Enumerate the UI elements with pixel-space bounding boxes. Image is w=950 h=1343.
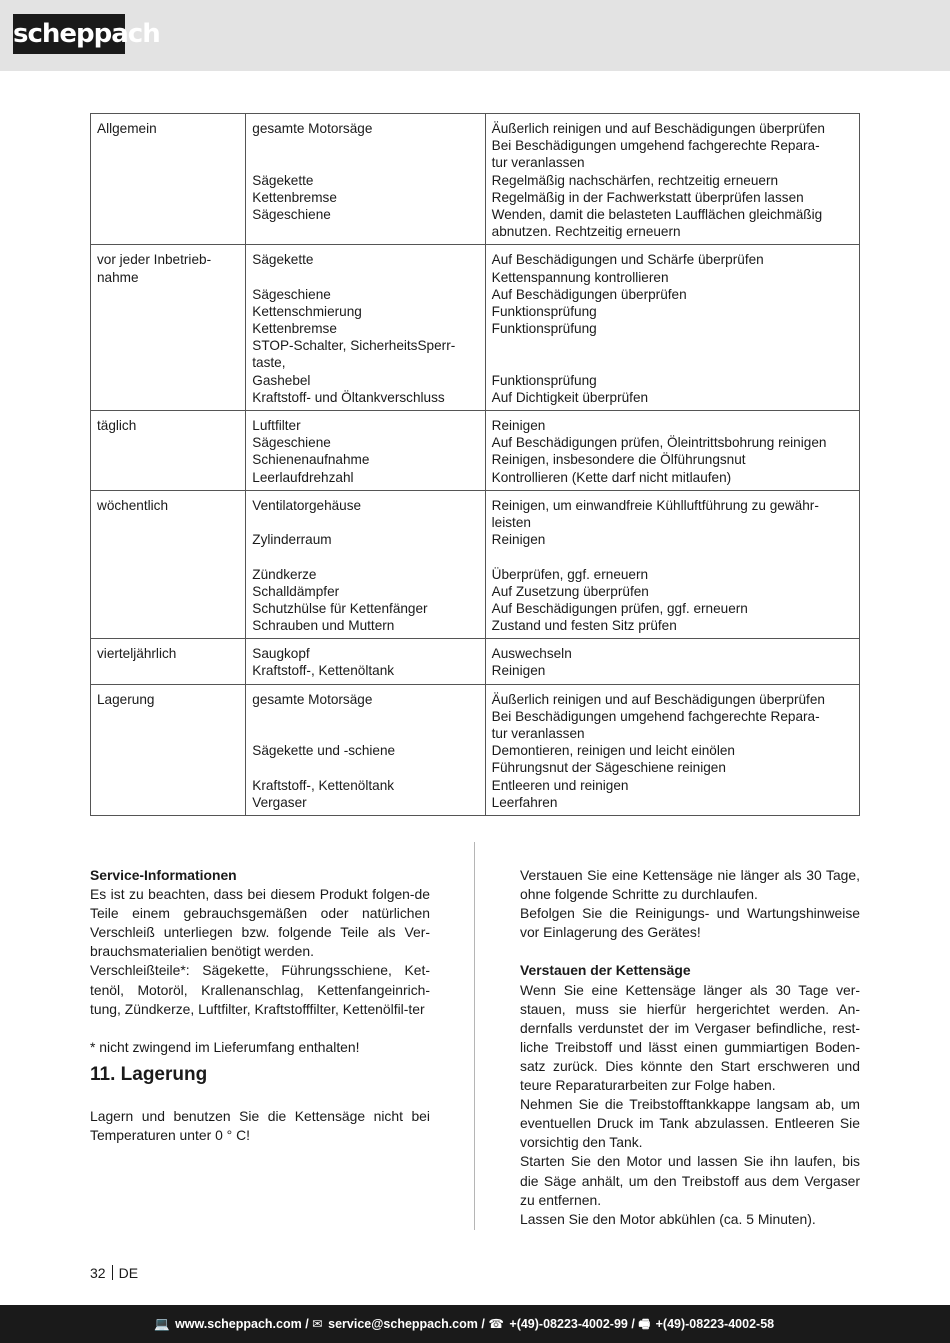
part-cell: [246, 245, 485, 411]
cell-line: täglich: [97, 418, 137, 433]
service-heading: Service-Informationen: [90, 867, 237, 883]
cell-line: [252, 708, 478, 725]
storage-paragraph-2: Befolgen Sie die Reinigungs- und Wartungshinweise vor Einlagerung des Gerätes!: [520, 905, 860, 941]
page-language: DE: [118, 1265, 139, 1281]
action-cell: [485, 490, 859, 639]
cell-line: Lagerung: [97, 691, 155, 707]
cell-line: Gashebel: [252, 372, 311, 388]
cell-line: Sägekette: [252, 252, 314, 268]
cell-line: Auswechseln: [491, 646, 572, 662]
maintenance-table-body: [91, 114, 860, 816]
footer-bar: [0, 1305, 950, 1343]
cell-line: vor jeder Inbetrieb-: [97, 252, 212, 268]
cell-line: Schienenaufnahme: [252, 452, 370, 468]
cell-line: Regelmäßig nachschärfen, rechtzeitig erneuern: [491, 172, 779, 188]
cell-line: Funktionsprüfung: [491, 321, 597, 337]
storage-paragraph-1: Verstauen Sie eine Kettensäge nie länger als 30 Tage, ohne folgende Schritte zu durchlaufen.: [520, 867, 860, 903]
cell-line: Allgemein: [97, 121, 157, 136]
cell-line: [252, 548, 478, 565]
footnote: * nicht zwingend im Lieferumfang enthalten!: [90, 1038, 360, 1055]
cell-line: Sägekette und -schiene: [252, 743, 396, 759]
cell-line: Führungsnut der Sägeschiene reinigen: [491, 760, 726, 776]
cell-line: Leerfahren: [491, 794, 558, 810]
table-row: [91, 245, 860, 411]
fax-icon: 🖷: [638, 1317, 651, 1331]
period-cell: [91, 684, 246, 815]
right-column: [520, 866, 860, 1229]
email-link[interactable]: service@scheppach.com /: [328, 1317, 485, 1331]
cell-line: [252, 514, 478, 531]
cell-line: Schrauben und Muttern: [252, 618, 395, 634]
period-cell: [91, 245, 246, 411]
cell-line: Ventilatorgehäuse: [252, 497, 362, 513]
scheppach-logo: scheppach: [13, 14, 125, 54]
cell-line: [252, 137, 478, 154]
cell-line: Äußerlich reinigen und auf Beschädigungen überprüfen: [491, 691, 825, 707]
cell-line: Reinigen: [491, 532, 546, 548]
cell-line: Sägeschiene: [252, 286, 331, 302]
cell-line: [492, 337, 853, 354]
part-cell: [246, 684, 485, 815]
cell-line: [492, 354, 853, 371]
cell-line: Saugkopf: [252, 646, 310, 662]
cell-line: Zündkerze: [252, 566, 317, 582]
cell-line: [252, 759, 478, 776]
action-cell: [485, 114, 859, 245]
cell-line: Auf Dichtigkeit überprüfen: [491, 389, 649, 405]
cell-line: Kettenschmierung: [252, 303, 362, 319]
table-row: [91, 411, 860, 491]
cell-line: Zylinderraum: [252, 532, 332, 548]
part-cell: [246, 490, 485, 639]
section-heading: 11. Lagerung: [90, 1063, 208, 1085]
period-cell: [91, 411, 246, 491]
action-cell: [485, 639, 859, 684]
table-row: [91, 684, 860, 815]
cell-line: [492, 548, 853, 565]
cell-line: Leerlaufdrehzahl: [252, 469, 354, 485]
cell-line: Kettenspannung kontrollieren: [491, 269, 669, 285]
storage-paragraph-4: Nehmen Sie die Treibstofftankkappe langsam ab, um eventuellen Druck im Tank abzulassen. Entleeren Sie vorsichtig den Tank.: [520, 1096, 860, 1151]
period-cell: [91, 114, 246, 245]
cell-line: Demontieren, reinigen und leicht einölen: [491, 743, 735, 759]
column-divider: [474, 842, 475, 1230]
period-cell: [91, 490, 246, 639]
envelope-icon: ✉: [312, 1317, 323, 1331]
table-row: [91, 490, 860, 639]
storage-paragraph-3: Wenn Sie eine Kettensäge länger als 30 Tage ver-stauen, muss sie hierfür hergerichtet werden. An-dernfalls verdunstet der im Vergaser befindliche, rest-liche Treibstoff und lässt einen gummiartigen Boden-satz zurück. Dies könnte den Start erschweren und teure Reparaturarbeiten zur Folge haben.: [520, 981, 860, 1094]
table-row: [91, 639, 860, 684]
page-number-value: 32: [90, 1265, 106, 1281]
cell-line: [252, 725, 478, 742]
cell-line: Kontrollieren (Kette darf nicht mitlaufen): [491, 469, 732, 485]
cell-line: nahme: [97, 269, 139, 285]
storage-paragraph-6: Lassen Sie den Motor abkühlen (ca. 5 Minuten).: [520, 1210, 816, 1227]
cell-line: Funktionsprüfung: [491, 372, 597, 388]
period-cell: [91, 639, 246, 684]
cell-line: Auf Beschädigungen prüfen, ggf. erneuern: [491, 600, 748, 616]
action-cell: [485, 245, 859, 411]
action-cell: [485, 411, 859, 491]
cell-line: Zustand und festen Sitz prüfen: [491, 618, 677, 634]
page-separator: [112, 1265, 113, 1280]
cell-line: tur veranlassen: [491, 155, 585, 171]
cell-line: [252, 154, 478, 171]
cell-line: Äußerlich reinigen und auf Beschädigungen überprüfen: [491, 121, 825, 136]
cell-line: Bei Beschädigungen umgehend fachgerechte Repara-: [491, 138, 820, 154]
fax-number: +(49)-08223-4002-58: [655, 1317, 775, 1331]
storage-paragraph-5: Starten Sie den Motor und lassen Sie ihn laufen, bis die Säge anhält, um den Treibstoff aus dem Vergaser zu entfernen.: [520, 1153, 860, 1208]
phone-number: +(49)-08223-4002-99 /: [509, 1317, 635, 1331]
cell-line: Kraftstoff-, Kettenöltank: [252, 663, 395, 679]
cell-line: [252, 223, 478, 240]
cell-line: Kraftstoff-, Kettenöltank: [252, 777, 395, 793]
cell-line: gesamte Motorsäge: [252, 691, 373, 707]
header-bar: [0, 0, 950, 71]
cell-line: Luftfilter: [252, 418, 301, 433]
cell-line: abnutzen. Rechtzeitig erneuern: [491, 224, 681, 240]
part-cell: [246, 639, 485, 684]
cell-line: STOP-Schalter, SicherheitsSperr-: [252, 338, 456, 354]
cell-line: Reinigen: [491, 663, 546, 679]
cell-line: Funktionsprüfung: [491, 303, 597, 319]
cell-line: Sägeschiene: [252, 435, 331, 451]
page-number: [90, 1265, 138, 1281]
cell-line: Bei Beschädigungen umgehend fachgerechte Repara-: [491, 708, 820, 724]
storage-heading: Verstauen der Kettensäge: [520, 962, 691, 979]
cell-line: Sägekette: [252, 172, 314, 188]
cell-line: Regelmäßig in der Fachwerkstatt überprüfen lassen: [491, 189, 804, 205]
cell-line: Überprüfen, ggf. erneuern: [491, 566, 649, 582]
cell-line: Kettenbremse: [252, 189, 337, 205]
phone-icon: ☎: [488, 1317, 504, 1331]
cell-line: Kraftstoff- und Öltankverschluss: [252, 389, 445, 405]
cell-line: Auf Zusetzung überprüfen: [491, 583, 649, 599]
cell-line: Wenden, damit die belasteten Laufflächen gleichmäßig: [491, 206, 823, 222]
part-cell: [246, 114, 485, 245]
website-link[interactable]: www.scheppach.com /: [175, 1317, 309, 1331]
computer-icon: 💻: [154, 1317, 170, 1331]
cell-line: Kettenbremse: [252, 321, 337, 337]
cell-line: Entleeren und reinigen: [491, 777, 629, 793]
cell-line: Reinigen, um einwandfreie Kühlluftführung zu gewähr-: [491, 497, 819, 513]
cell-line: tur veranlassen: [491, 726, 585, 741]
table-row: [91, 114, 860, 245]
part-cell: [246, 411, 485, 491]
cell-line: vierteljährlich: [97, 646, 177, 662]
cell-line: Auf Beschädigungen und Schärfe überprüfen: [491, 252, 764, 268]
cell-line: gesamte Motorsäge: [252, 121, 373, 136]
cell-line: Vergaser: [252, 794, 307, 810]
left-column: [90, 866, 430, 1145]
cell-line: leisten: [491, 514, 531, 530]
cell-line: Schutzhülse für Kettenfänger: [252, 600, 428, 616]
action-cell: [485, 684, 859, 815]
cell-line: wöchentlich: [97, 497, 169, 513]
cell-line: Auf Beschädigungen überprüfen: [491, 286, 687, 302]
wear-parts-text: Verschleißteile*: Sägekette, Führungsschiene, Ket-tenöl, Motoröl, Krallenanschlag, Kettenfangeinrich-tung, Zündkerze, Luftfilter, Kraftstofffilter, Kettenölfil-ter: [90, 962, 430, 1017]
service-text: Es ist zu beachten, dass bei diesem Produkt folgen-de Teile einem gebrauchsgemäßen oder natürlichen Verschleiß unterliegen bzw. folgende Teile als Ver-brauchsmaterialien benötigt werden.: [90, 886, 430, 960]
cell-line: Schalldämpfer: [252, 583, 340, 599]
maintenance-table: [90, 113, 860, 816]
cell-line: Auf Beschädigungen prüfen, Öleintrittsbohrung reinigen: [491, 435, 827, 451]
contact-line: [154, 1305, 774, 1343]
storage-text: Lagern und benutzen Sie die Kettensäge nicht bei Temperaturen unter 0 ° C!: [90, 1107, 430, 1144]
cell-line: taste,: [252, 355, 286, 371]
cell-line: Sägeschiene: [252, 206, 331, 222]
cell-line: [252, 269, 478, 286]
cell-line: Reinigen: [491, 418, 546, 433]
cell-line: Reinigen, insbesondere die Ölführungsnut: [491, 452, 746, 468]
